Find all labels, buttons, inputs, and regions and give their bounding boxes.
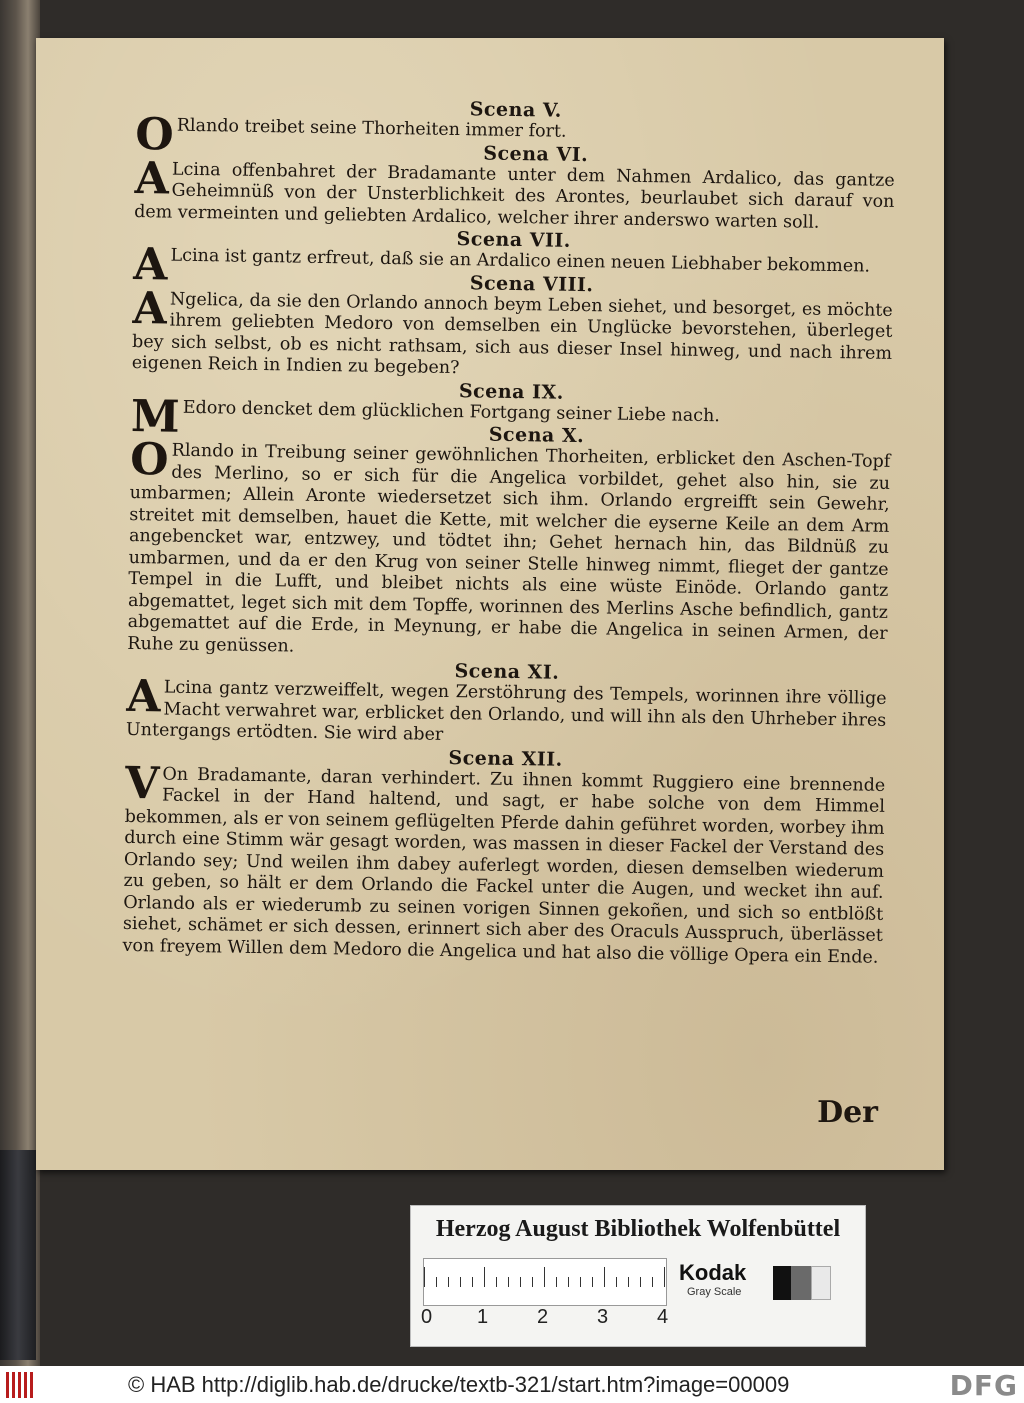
scale-ruler	[423, 1258, 667, 1306]
ruler-number: 2	[537, 1306, 549, 1328]
initial-letter: V	[124, 757, 160, 809]
initial-letter: A	[132, 238, 168, 291]
scene-heading: Scena V.	[469, 98, 563, 122]
gray-scale-label: Gray Scale	[687, 1286, 742, 1298]
scene-text: On Bradamante, daran verhindert. Zu ihnen kommt Ruggiero eine brennende Fackel in der Hand haltend, und sagt, er habe solche von dem Himmel bekommen, als er von seinem geflügelten Pferde dahin geführet worden, worbey ihm durch eine Stimm wär gesagt worden, was massen in dieser Fackel der Verstand des Orlando sey; Und weilen ihm dabey auferlegt worden, diesen demselben wiederum zu geben, so hält er dem Orlando die Fackel unter die Augen, und wecket ihn auf. Orlando als er wiederumb zu seinen vorigen Sinnen gekoñen, und sich so entblößt siehet, schämet er sich dessen, erinnert sich aber des Oraculs Ausspruch, überlässet von freyem Willen dem Medoro die Angelica und hat also die völlige Opera ein Ende.	[122, 764, 886, 968]
scene-text: Lcina gantz verzweiffelt, wegen Zerstöhrung des Tempels, worinnen ihre völlige Macht verwahret war, erblicket den Orlando, und will ihn als den Uhrheber ihres Untergangs ertödten. Sie wird aber	[125, 677, 887, 745]
scene-heading: Scena VII.	[456, 228, 572, 252]
initial-letter: A	[134, 152, 170, 205]
ruler-number: 4	[657, 1306, 669, 1328]
scene-text: Ngelica, da sie den Orlando annoch beym Leben siehet, und besorget, es möchte ihrem geliebten Medoro von demselben ein Unglücke bevorstehen, überleget bey sich selbst, ob es nicht rathsam, sich aus dieser Insel hinweg, und nach ihrem eigenen Reich in Indien zu begeben?	[131, 289, 893, 379]
scene-heading: Scena VIII.	[469, 271, 594, 296]
document-page	[36, 38, 944, 1170]
initial-letter: O	[134, 108, 175, 161]
initial-letter: A	[132, 282, 168, 335]
page-text	[122, 94, 895, 970]
initial-letter: A	[126, 670, 162, 723]
footer-bar	[0, 1366, 1024, 1403]
library-color-target-label	[410, 1205, 866, 1347]
scene-heading: Scena IX.	[458, 379, 564, 404]
citation-link[interactable]: © HAB http://diglib.hab.de/drucke/textb-321/start.htm?image=00009	[128, 1372, 790, 1397]
scene-heading: Scena VI.	[483, 141, 589, 166]
catchword: Der	[817, 1095, 878, 1130]
scene-text: Rlando treibet seine Thorheiten immer fort.	[176, 115, 567, 142]
initial-letter: M	[130, 390, 181, 443]
ruler-number: 1	[477, 1306, 489, 1328]
scene-text: Lcina offenbahret der Bradamante unter dem Nahmen Ardalico, das gantze Geheimnüß von der Unsterblichkeit des Arontes, beurlaubet sich darauf von dem vermeinten und geliebten Ardalico, welcher ihrer anderswo warten soll.	[133, 159, 895, 233]
initial-letter: O	[129, 433, 169, 486]
scene-text: Edoro dencket dem glücklichen Fortgang seiner Liebe nach.	[182, 397, 721, 426]
spine-strap	[0, 1150, 36, 1360]
scene-text: Rlando in Treibung seiner gewöhnlichen Thorheiten, erblicket den Aschen-Topf des Merlino, so er sich für die Angelica vorbildet, gehet also hin, sie zu umbarmen; Allein Aronte wiedersetzet sich ihm. Orlando ergreifft sein Gewehr, streitet mit demselben, hauet die Kette, mit welcher die eyserne Keile an dem Arm angebencket war, entzwey, und tödtet ihn; Gehet hernach hin, das Bildnüß zu umbarmen, und da er den Krug von seiner Stelle hinweg nimmt, flieget der gantze Tempel in die Lufft, und bleibet nichts als eine wüste Einöde. Orlando gantz abgemattet, leget sich mit dem Topffe, worinnen des Merlins Asche befindlich, gantz abgemattet auf die Erde, in Meynung, er habe die Angelica in seinen Armen, der Ruhe zu genüssen.	[127, 440, 891, 657]
kodak-brand: Kodak	[679, 1260, 747, 1285]
scene-heading: Scena XII.	[448, 746, 563, 771]
institution-name: Herzog August Bibliothek Wolfenbüttel	[435, 1216, 841, 1242]
gray-scale-patches	[773, 1266, 831, 1300]
scene-heading: Scena XI.	[454, 660, 560, 684]
dfg-logo: DFG	[949, 1369, 1018, 1402]
ruler-number: 0	[421, 1306, 433, 1328]
scene-text: Lcina ist gantz erfreut, daß sie an Ardalico einen neuen Liebhaber bekommen.	[170, 245, 871, 277]
scene-heading: Scena X.	[488, 423, 585, 448]
ruler-number: 3	[597, 1306, 609, 1328]
hab-logo-icon	[6, 1372, 38, 1398]
